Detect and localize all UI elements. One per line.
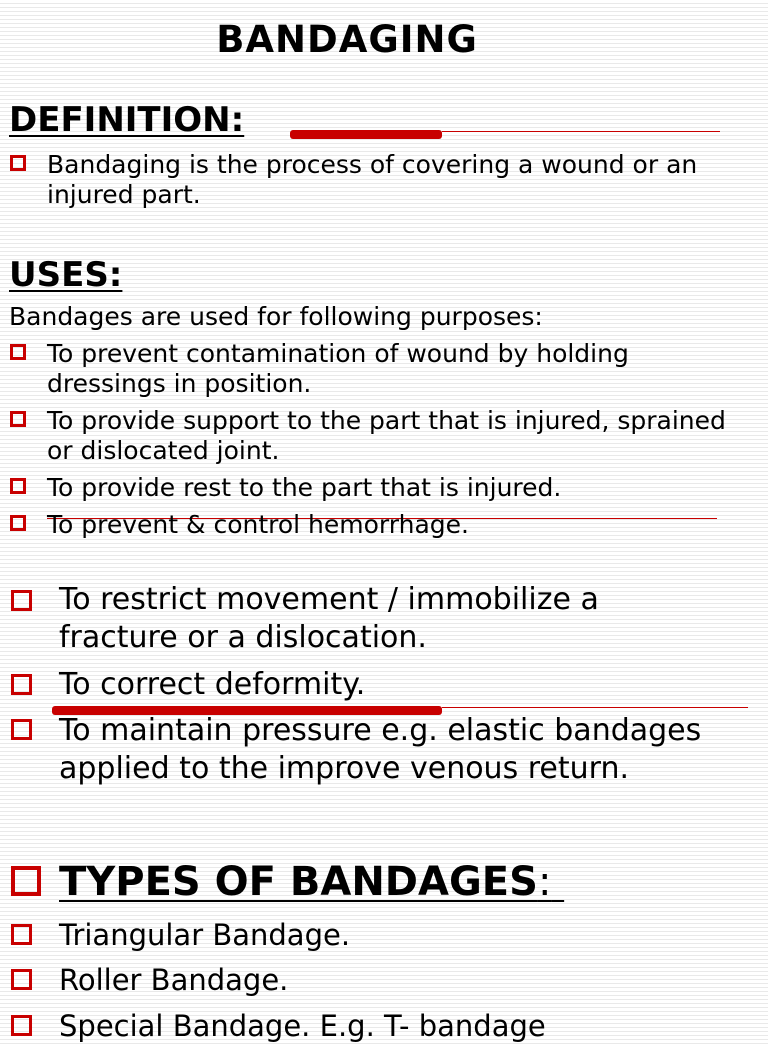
bullet-icon [11,866,41,896]
list-item: To provide rest to the part that is injured. [47,473,562,502]
list-item: To provide support to the part that is injured, sprained or dislocated joint. [47,406,726,465]
bullet-icon [11,590,32,611]
bullet-icon [11,674,32,695]
definition-accent-bar [290,130,442,139]
list-item: Bandaging is the process of covering a wound or an injured part. [47,150,698,209]
page-title: BANDAGING [216,18,478,61]
bullet-icon [10,155,26,171]
list-item: Roller Bandage. [59,963,289,997]
list-item: To prevent & control hemorrhage. [47,510,469,539]
definition-accent-line [442,131,720,132]
bullet-icon [10,478,26,494]
uses-heading: USES: [9,255,123,295]
bullet-icon [11,1015,32,1036]
bullet-icon [11,924,32,945]
list-item: To restrict movement / immobilize a fracture or a dislocation. [59,582,599,655]
list-item: Triangular Bandage. [59,918,351,952]
types-heading: TYPES OF BANDAGES: [59,859,552,905]
bullet-icon [11,719,32,740]
bullet-icon [10,344,26,360]
bullet-icon [10,411,26,427]
list-item: To maintain pressure e.g. elastic bandages applied to the improve venous return. [59,713,702,786]
list-item: Special Bandage. E.g. T- bandage [59,1009,546,1043]
list-item: To prevent contamination of wound by holding dressings in position. [47,339,629,398]
definition-heading: DEFINITION: [9,100,245,140]
bullet-icon [11,969,32,990]
list-item: To correct deformity. [59,667,366,702]
uses-intro: Bandages are used for following purposes: [9,302,543,331]
accent-line [442,707,748,708]
bullet-icon [10,515,26,531]
